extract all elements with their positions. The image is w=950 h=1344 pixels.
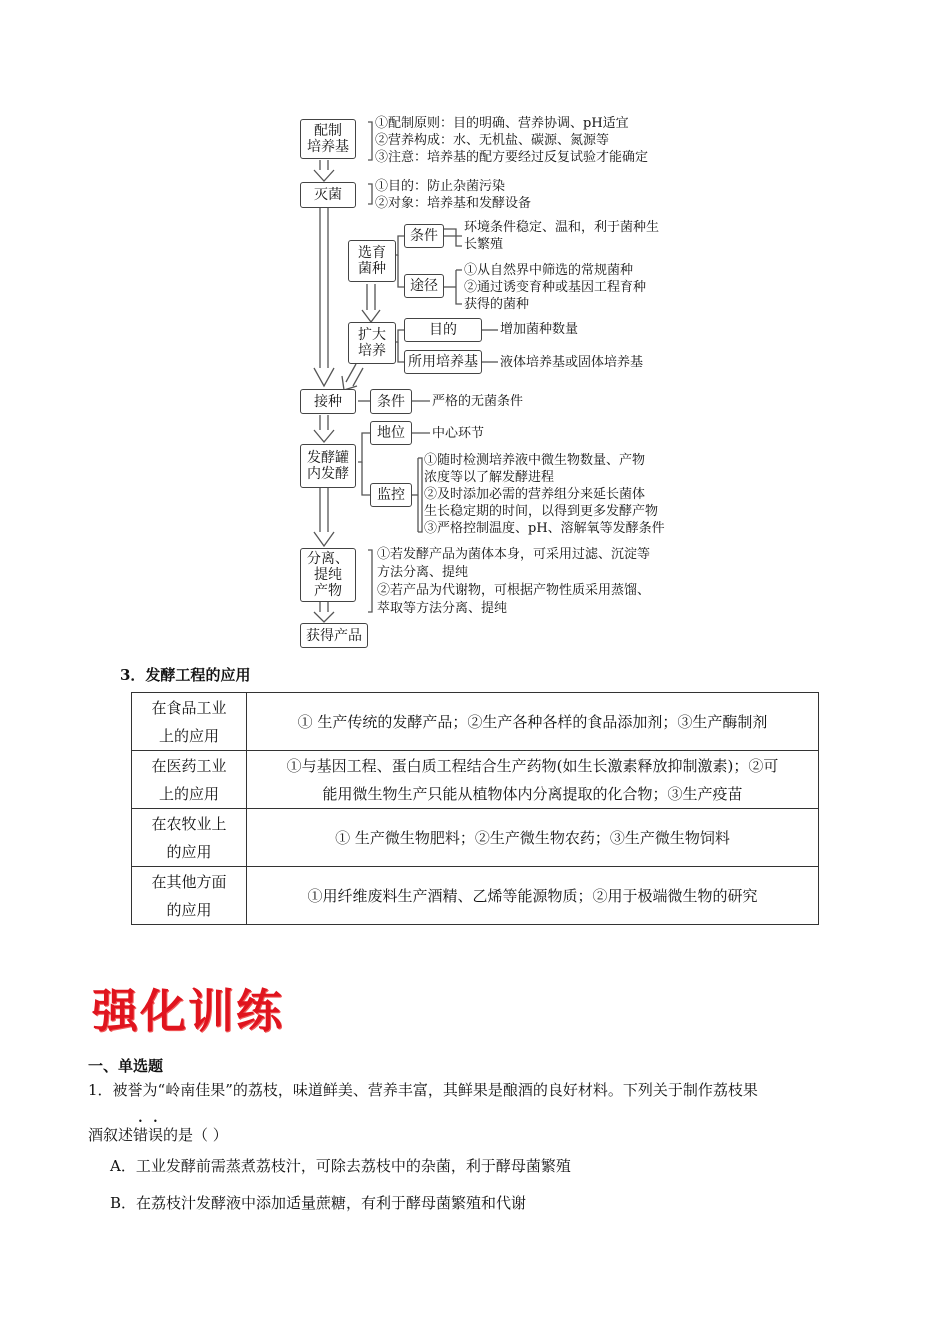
row-key-line1: 在其他方面: [151, 872, 227, 891]
tujing-detail-2: ②通过诱变育种或基因工程育种: [464, 280, 647, 295]
row-key: [132, 693, 247, 751]
question-1-line1: 1．被誉为“岭南佳果”的荔枝，味道鲜美、营养丰富，其鲜果是酿酒的良好材料。下列关于制作荔枝果: [88, 1081, 758, 1099]
tujing-detail-1: ①从自然界中筛选的常规菌种: [464, 263, 634, 278]
box-xuanyu-line1: 选育: [358, 245, 386, 261]
box-peizhi-line1: 配制: [314, 123, 342, 139]
table-row: [132, 751, 819, 809]
fenli-detail-4: 萃取等方法分离、提纯: [377, 601, 508, 616]
row-key-line1: 在食品工业: [151, 698, 227, 717]
row-key-line1: 在医药工业: [151, 756, 227, 775]
jiankong-detail-1: ①随时检测培养液中微生物数量、产物: [424, 453, 646, 468]
diwei-detail: 中心环节: [432, 426, 485, 441]
box-fajiao-line2: 内发酵: [307, 466, 349, 482]
q1-stem-post: 的是（ ）: [163, 1126, 228, 1144]
row-key: [132, 751, 247, 809]
peizhi-detail-2: ②营养构成：水、无机盐、碳源、氮源等: [375, 133, 610, 148]
row-value-line1: ①与基因工程、蛋白质工程结合生产药物(如生长激素释放抑制激素)；②可: [286, 756, 779, 775]
mudi-detail: 增加菌种数量: [500, 322, 579, 337]
row-value-line1: ①用纤维废料生产酒精、乙烯等能源物质；②用于极端微生物的研究: [307, 886, 758, 905]
option-b[interactable]: B．在荔枝汁发酵液中添加适量蔗糖，有利于酵母菌繁殖和代谢: [110, 1194, 527, 1212]
peizhi-detail-3: ③注意：培养基的配方要经过反复试验才能确定: [375, 150, 649, 165]
row-key-line2: 上的应用: [158, 784, 219, 803]
box-xuanyu-line2: 菌种: [358, 261, 386, 277]
miejun-detail-1: ①目的：防止杂菌污染: [375, 179, 506, 194]
box-xuanyu: [348, 240, 396, 282]
table-row: [132, 867, 819, 925]
row-key-line2: 上的应用: [158, 726, 219, 745]
box-kuoda: [348, 322, 396, 364]
box-fenli: [300, 548, 356, 602]
training-banner: 强化训练: [92, 984, 284, 1038]
box-kuoda-line2: 培养: [358, 343, 386, 359]
box-jiezhong: 接种: [300, 389, 356, 414]
table-row: [132, 693, 819, 751]
box-diwei: 地位: [370, 421, 412, 445]
row-value: [247, 809, 819, 867]
box-huode: 获得产品: [300, 623, 368, 648]
box-peizhi-line2: 培养基: [307, 139, 349, 155]
box-suoyong: 所用培养基: [404, 350, 482, 374]
tujing-detail-3: 获得的菌种: [464, 297, 530, 312]
fenli-detail-2: 方法分离、提纯: [377, 565, 469, 580]
box-fajiao-line1: 发酵罐: [307, 450, 349, 466]
row-key-line2: 的应用: [166, 900, 212, 919]
row-value-line2: 能用微生物生产只能从植物体内分离提取的化合物；③生产疫苗: [322, 784, 743, 803]
jiankong-detail-2: 浓度等以了解发酵进程: [424, 470, 555, 485]
row-key-line1: 在农牧业上: [151, 814, 227, 833]
jiankong-detail-5: ③严格控制温度、pH、溶解氧等发酵条件: [424, 521, 665, 536]
suoyong-detail: 液体培养基或固体培养基: [500, 355, 644, 370]
exercise-heading: 一、单选题: [88, 1057, 164, 1075]
box-tujing: 途径: [404, 274, 444, 298]
tiaojian-detail-1: 环境条件稳定、温和，利于菌种生: [464, 220, 660, 235]
q1-stem-pre: 酒叙述: [88, 1126, 134, 1144]
row-value: [247, 693, 819, 751]
row-value: [247, 867, 819, 925]
peizhi-detail-1: ①配制原则：目的明确、营养协调、pH适宜: [375, 116, 629, 131]
section-title: 3．发酵工程的应用: [120, 666, 251, 684]
miejun-detail-2: ②对象：培养基和发酵设备: [375, 196, 532, 211]
jiezhong-detail: 严格的无菌条件: [432, 394, 524, 409]
jiankong-detail-3: ②及时添加必需的营养组分来延长菌体: [424, 487, 646, 502]
box-tiaojian: 条件: [404, 224, 444, 248]
jiankong-detail-4: 生长稳定期的时间，以得到更多发酵产物: [424, 504, 659, 519]
option-a[interactable]: A．工业发酵前需蒸煮荔枝汁，可除去荔枝中的杂菌，利于酵母菌繁殖: [110, 1157, 571, 1175]
row-key: [132, 867, 247, 925]
box-jiankong: 监控: [370, 483, 412, 507]
box-mudi: 目的: [404, 318, 482, 342]
fenli-detail-1: ①若发酵产品为菌体本身，可采用过滤、沉淀等: [377, 547, 651, 562]
row-value-line1: ① 生产微生物肥料；②生产微生物农药；③生产微生物饲料: [335, 828, 730, 847]
row-value: [247, 751, 819, 809]
box-jiezhong-tiaojian: 条件: [370, 389, 412, 414]
fenli-detail-3: ②若产品为代谢物，可根据产物性质采用蒸馏、: [377, 583, 651, 598]
row-key: [132, 809, 247, 867]
box-fenli-line2: 提纯: [314, 567, 342, 583]
row-value-line1: ① 生产传统的发酵产品；②生产各种各样的食品添加剂；③生产酶制剂: [297, 712, 768, 731]
tiaojian-detail-2: 长繁殖: [464, 237, 504, 252]
box-kuoda-line1: 扩大: [358, 327, 386, 343]
box-fajiao: [300, 444, 356, 488]
box-fenli-line3: 产物: [314, 583, 342, 599]
application-table: [131, 692, 819, 925]
box-miejun: 灭菌: [300, 182, 356, 208]
question-1-line2: [88, 1117, 228, 1145]
q1-stem-emphasis: 错误: [133, 1126, 164, 1144]
box-fenli-line1: 分离、: [307, 551, 349, 567]
box-peizhi: [300, 119, 356, 159]
row-key-line2: 的应用: [166, 842, 212, 861]
table-row: [132, 809, 819, 867]
